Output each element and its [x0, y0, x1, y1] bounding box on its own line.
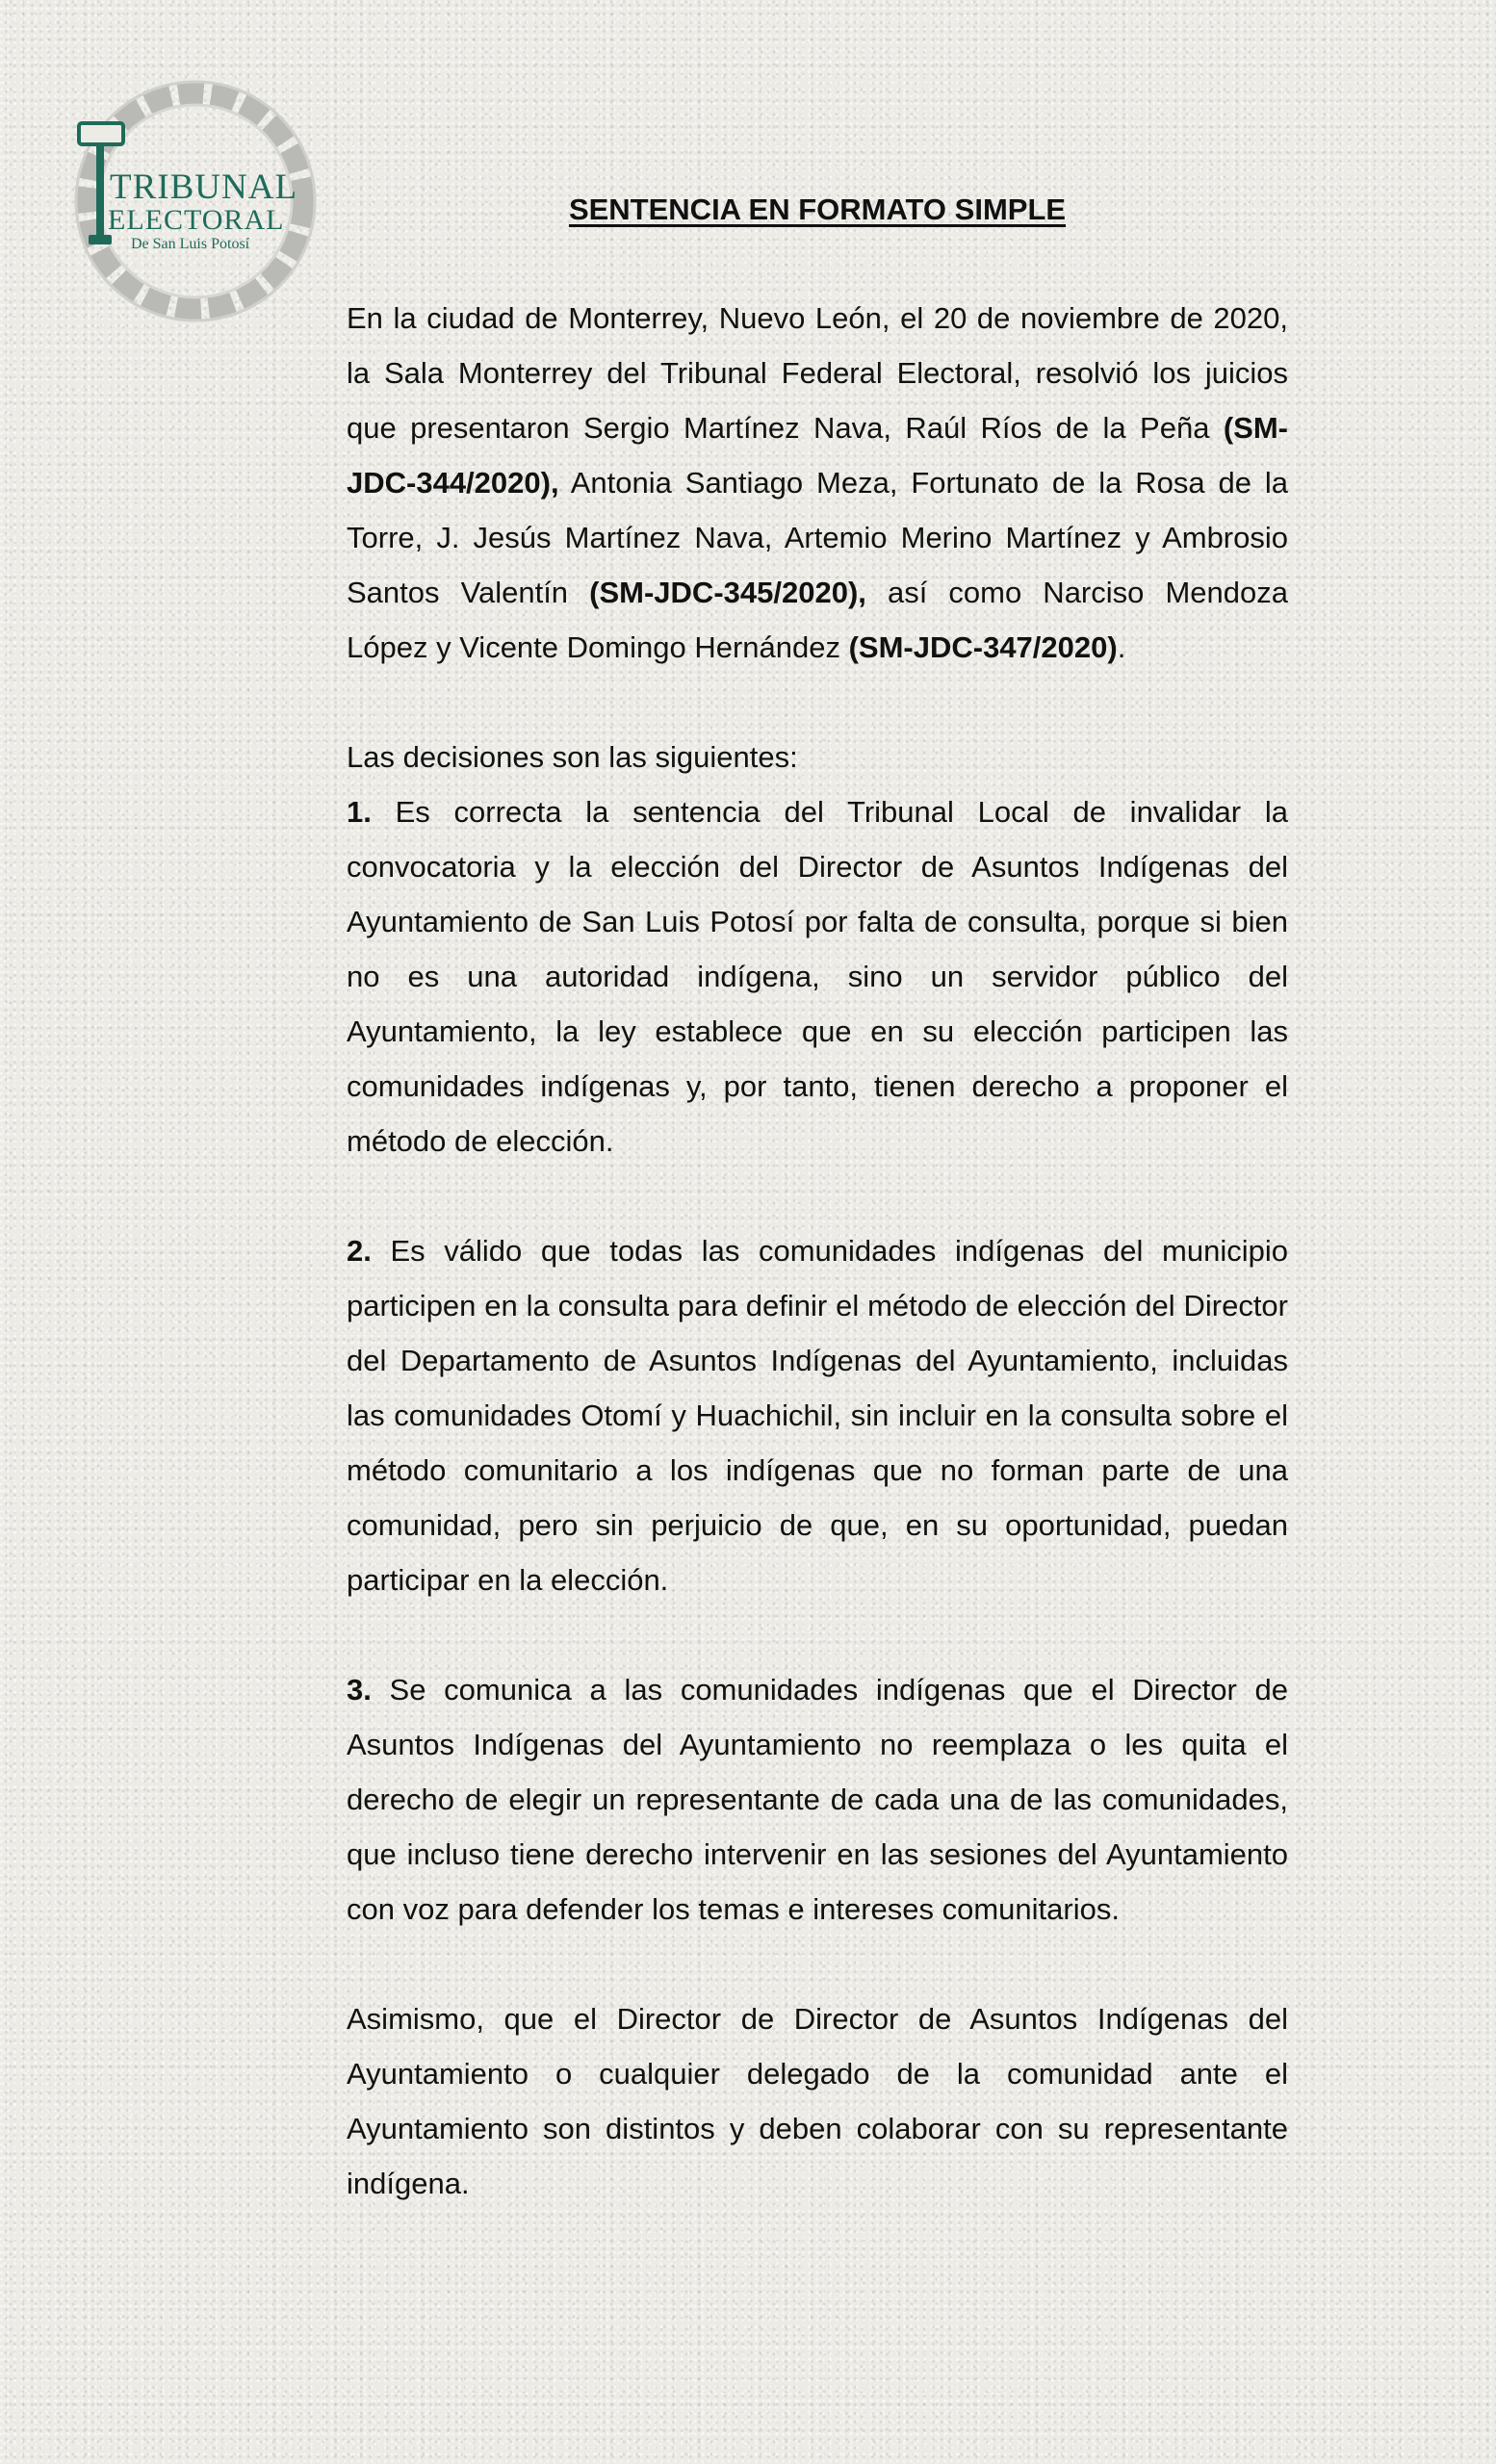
- decision-2: 2. Es válido que todas las comunidades indígenas del municipio participen en la consulta para definir el método de elección del Director del Departamento de Asuntos Indígenas del Ayuntamiento, incluidas las comunidades Otomí y Huachichil, sin incluir en la consulta sobre el método comunitario a los indígenas que no forman parte de una comunidad, pero sin perjuicio de que, en su oportunidad, puedan participar en la elección.: [347, 1234, 1288, 1597]
- document-body: [347, 291, 1288, 2211]
- intro-paragraph: En la ciudad de Monterrey, Nuevo León, el 20 de noviembre de 2020, la Sala Monterrey del Tribunal Federal Electoral, resolvió los juicios que presentaron Sergio Martínez Nava, Raúl Ríos de la Peña (SM-JDC-344/2020), Antonia Santiago Meza, Fortunato de la Rosa de la Torre, J. Jesús Martínez Nava, Artemio Merino Martínez y Ambrosio Santos Valentín (SM-JDC-345/2020), así como Narciso Mendoza López y Vicente Domingo Hernández (SM-JDC-347/2020).: [347, 301, 1288, 664]
- logo-line2: ELECTORAL: [108, 204, 285, 236]
- case-number: (SM-JDC-345/2020),: [589, 576, 866, 609]
- closing-paragraph: Asimismo, que el Director de Director de Asuntos Indígenas del Ayuntamiento o cualquier delegado de la comunidad ante el Ayuntamiento son distintos y deben colaborar con su representante indígena.: [347, 2002, 1288, 2200]
- decision-3: 3. Se comunica a las comunidades indígenas que el Director de Asuntos Indígenas del Ayuntamiento no reemplaza o les quita el derecho de elegir un representante de cada una de las comunidades, que incluso tiene derecho intervenir en las sesiones del Ayuntamiento con voz para defender los temas e intereses comunitarios.: [347, 1673, 1288, 1926]
- decision-number: 2.: [347, 1234, 372, 1268]
- decision-number: 1.: [347, 795, 372, 829]
- decision-1: 1. Es correcta la sentencia del Tribunal Local de invalidar la convocatoria y la elección del Director de Asuntos Indígenas del Ayuntamiento de San Luis Potosí por falta de consulta, porque si bien no es una autoridad indígena, sino un servidor público del Ayuntamiento, la ley establece que en su elección participen las comunidades indígenas y, por tanto, tienen derecho a proponer el método de elección.: [347, 795, 1288, 1158]
- logo-line3: De San Luis Potosí: [131, 236, 250, 252]
- document-title: SENTENCIA EN FORMATO SIMPLE: [568, 192, 1067, 226]
- tribunal-electoral-logo: [69, 75, 322, 327]
- case-number: (SM-JDC-344/2020),: [347, 411, 1288, 500]
- logo-line1: TRIBUNAL: [110, 167, 298, 207]
- decision-number: 3.: [347, 1673, 372, 1707]
- case-number: (SM-JDC-347/2020): [848, 630, 1118, 664]
- decisions-heading: Las decisiones son las siguientes:: [347, 740, 798, 774]
